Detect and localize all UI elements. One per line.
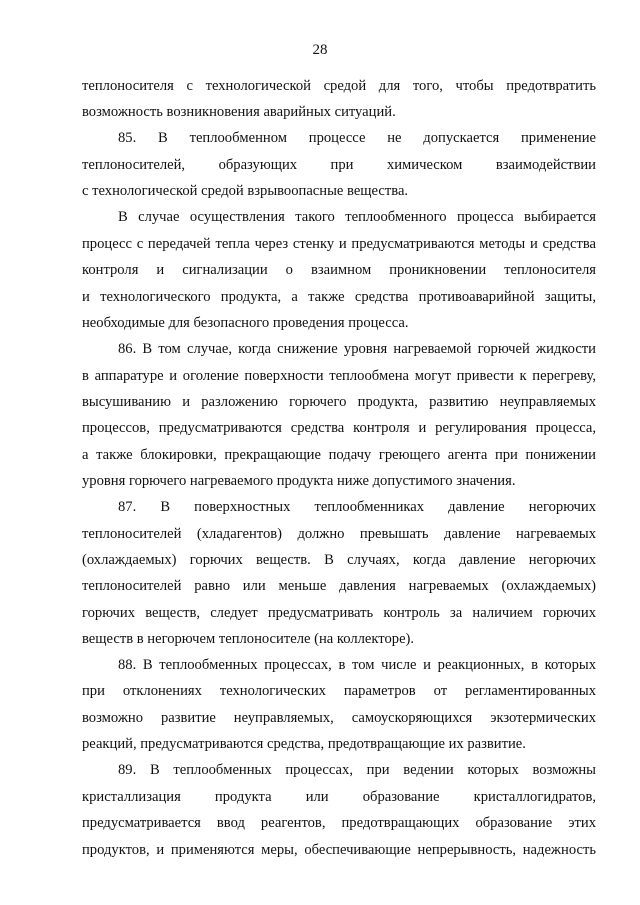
text-line: В случае осуществления такого теплообменного процесса выбирается (118, 209, 596, 225)
text-line: процессов, предусматриваются средства контроля и регулирования процесса, (82, 420, 596, 436)
page-number: 28 (312, 42, 328, 58)
text-line: при отклонениях технологических параметров от регламентированных (82, 683, 596, 699)
text-line: реакций, предусматриваются средства, предотвращающие их развитие. (82, 736, 526, 752)
text-line: возможно развитие неуправляемых, самоускоряющихся экзотермических (82, 710, 596, 726)
text-line: возможность возникновения аварийных ситуаций. (82, 104, 396, 120)
text-line: теплоносителей равно или меньше давления нагреваемых (охлаждаемых) (82, 578, 596, 594)
text-line: высушиванию и разложению горючего продукта, развитию неуправляемых (82, 394, 596, 410)
text-line: с технологической средой взрывоопасные вещества. (82, 183, 409, 199)
text-line: процесс с передачей тепла через стенку и предусматриваются методы и средства (82, 236, 596, 252)
text-line: теплоносителей, образующих при химическом взаимодействии (82, 157, 596, 173)
text-line: необходимые для безопасного проведения процесса. (82, 315, 409, 331)
text-line: уровня горючего нагреваемого продукта ниже допустимого значения. (82, 473, 516, 489)
text-line: и технологического продукта, а также средства противоаварийной защиты, (82, 289, 596, 305)
text-line: теплоносителя с технологической средой для того, чтобы предотвратить (82, 78, 596, 94)
text-line: теплоносителей (хладагентов) должно превышать давление нагреваемых (82, 526, 596, 542)
text-line: горючих веществ, следует предусматривать контроль за наличием горючих (82, 605, 596, 621)
text-line: веществ в негорючем теплоносителе (на коллекторе). (82, 631, 415, 647)
text-line: контроля и сигнализации о взаимном проникновении теплоносителя (82, 262, 596, 278)
text-line: 87. В поверхностных теплообменниках давление негорючих (118, 499, 596, 515)
text-line: предусматривается ввод реагентов, предотвращающих образование этих (82, 815, 596, 831)
text-line: 85. В теплообменном процессе не допускается применение (118, 130, 596, 146)
text-line: (охлаждаемых) горючих веществ. В случаях, когда давление негорючих (82, 552, 596, 568)
text-line: а также блокировки, прекращающие подачу греющего агента при понижении (82, 447, 596, 463)
text-line: 89. В теплообменных процессах, при ведении которых возможны (118, 762, 596, 778)
text-line: в аппаратуре и оголение поверхности теплообмена могут привести к перегреву, (82, 368, 596, 384)
text-line: продуктов, и применяются меры, обеспечивающие непрерывность, надежность (82, 842, 596, 858)
text-line: 86. В том случае, когда снижение уровня нагреваемой горючей жидкости (118, 341, 596, 357)
text-line: 88. В теплообменных процессах, в том числе и реакционных, в которых (118, 657, 596, 673)
text-line: кристаллизация продукта или образование кристаллогидратов, (82, 789, 596, 805)
